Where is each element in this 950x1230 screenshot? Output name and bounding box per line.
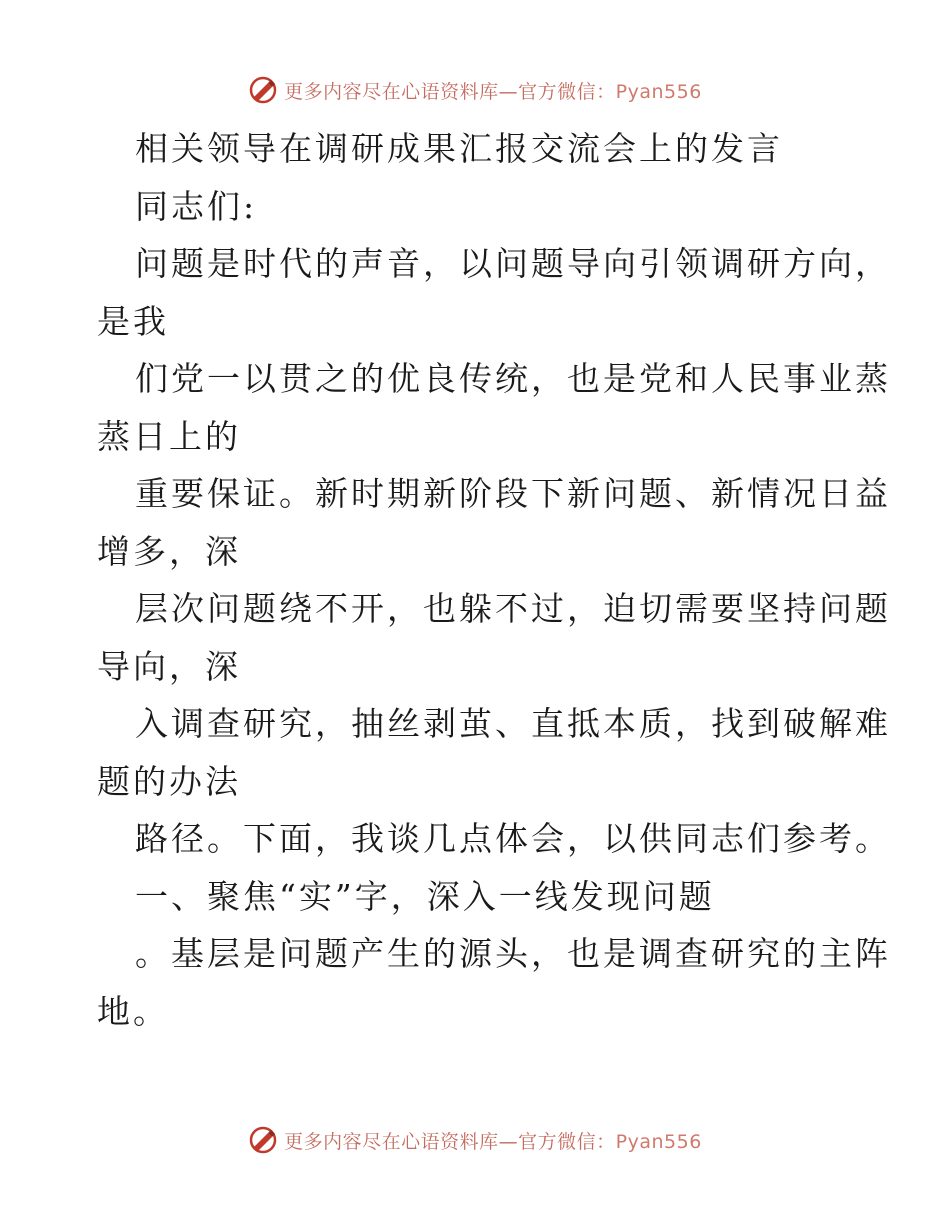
text-line: 入调查研究，抽丝剥茧、直抵本质，找到破解难 bbox=[135, 704, 891, 743]
pen-logo-icon bbox=[248, 75, 278, 105]
text-line: 重要保证。新时期新阶段下新问题、新情况日益 bbox=[135, 474, 891, 513]
text-line: 蒸日上的 bbox=[97, 416, 241, 456]
footer-watermark bbox=[0, 1120, 950, 1160]
watermark-label: 更多内容尽在心语资料库—官方微信：Pyan556 bbox=[284, 1130, 702, 1153]
document-title: 相关领导在调研成果汇报交流会上的发言 bbox=[135, 129, 783, 168]
text-line: 。基层是问题产生的源头，也是调查研究的主阵 bbox=[135, 934, 891, 973]
text-line: 是我 bbox=[97, 301, 169, 341]
document-body bbox=[97, 120, 891, 1040]
text-line: 层次问题绕不开，也躲不过，迫切需要坚持问题 bbox=[135, 589, 891, 628]
watermark-label: 更多内容尽在心语资料库—官方微信：Pyan556 bbox=[284, 80, 702, 103]
text-line: 路径。下面，我谈几点体会，以供同志们参考。 bbox=[135, 819, 891, 858]
text-line: 导向，深 bbox=[97, 646, 241, 686]
text-line: 题的办法 bbox=[97, 761, 241, 801]
header-watermark bbox=[0, 70, 950, 110]
text-line: 们党一以贯之的优良传统，也是党和人民事业蒸 bbox=[135, 359, 891, 398]
section-heading: 一、聚焦“实”字，深入一线发现问题 bbox=[135, 876, 715, 916]
pen-logo-icon bbox=[248, 1125, 278, 1155]
text-line: 问题是时代的声音，以问题导向引领调研方向， bbox=[135, 244, 891, 283]
salutation: 同志们: bbox=[135, 186, 258, 226]
text-line: 增多，深 bbox=[97, 531, 241, 571]
text-line: 地。 bbox=[97, 991, 169, 1031]
